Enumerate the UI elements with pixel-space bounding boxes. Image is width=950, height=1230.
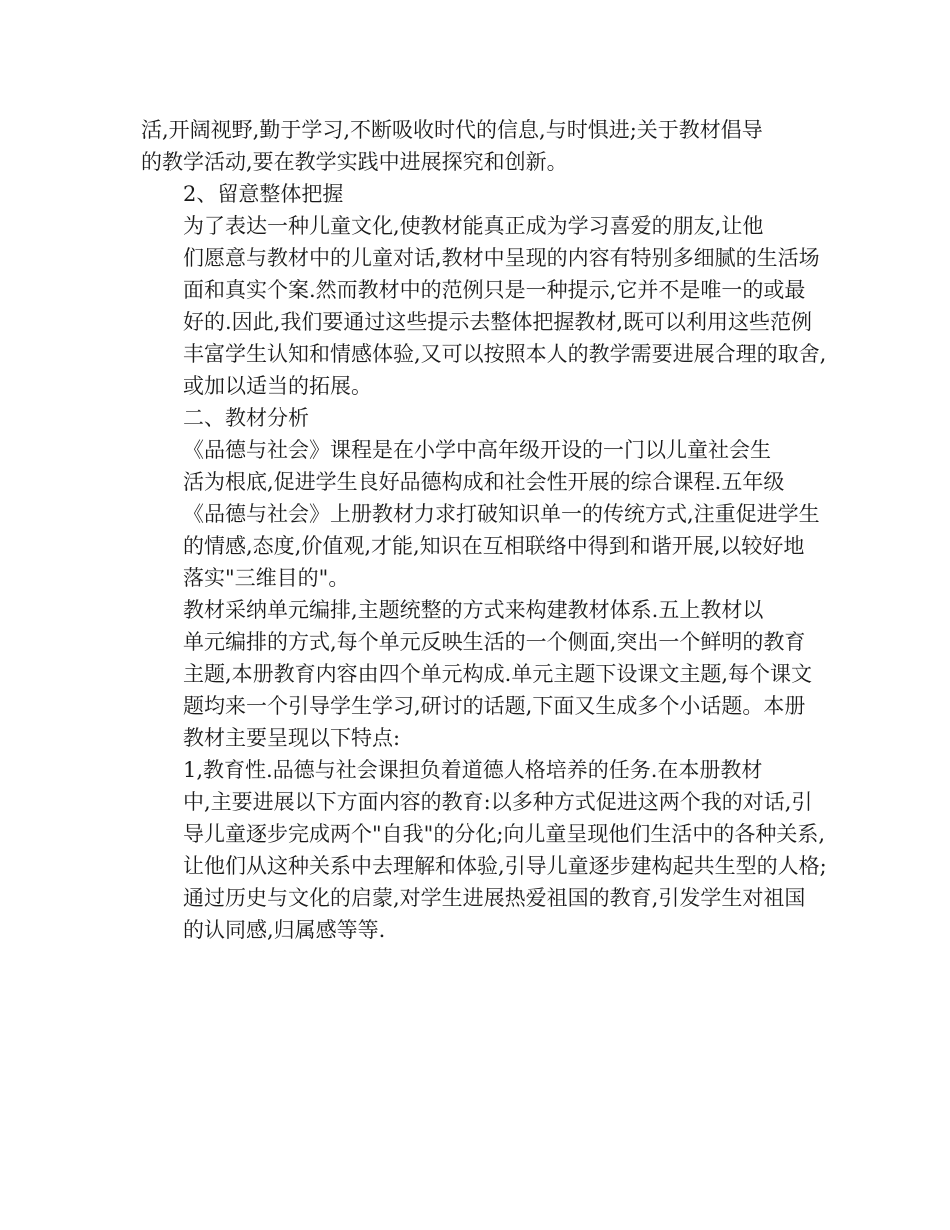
text-line: 题均来一个引导学生学习,研讨的话题,下面又生成多个小话题。本册 xyxy=(183,694,806,718)
text-line: 《品德与社会》上册教材力求打破知识单一的传统方式,注重促进学生 xyxy=(183,502,820,526)
text-line: 导儿童逐步完成两个"自我"的分化;向儿童呈现他们生活中的各种关系, xyxy=(183,822,826,846)
text-line: 丰富学生认知和情感体验,又可以按照本人的教学需要进展合理的取舍, xyxy=(183,342,827,366)
heading-text: 二、教材分析 xyxy=(183,406,309,430)
text-line: 1,教育性.品德与社会课担负着道德人格培养的任务.在本册教材 xyxy=(183,758,763,782)
text-line: 教材主要呈现以下特点: xyxy=(183,726,401,750)
section-heading-2 xyxy=(141,178,813,210)
text-line: 落实"三维目的"。 xyxy=(183,566,350,590)
text-line: 们愿意与教材中的儿童对话,教材中呈现的内容有特别多细腻的生活场 xyxy=(183,246,820,270)
text-line: 《品德与社会》课程是在小学中高年级开设的一门以儿童社会生 xyxy=(183,438,771,462)
text-line: 的教学活动,要在教学实践中进展探究和创新。 xyxy=(141,150,568,174)
paragraph-continuation xyxy=(141,114,813,178)
paragraph-course-intro xyxy=(141,434,820,594)
paragraph-educational-nature xyxy=(141,754,827,946)
text-line: 好的.因此,我们要通过这些提示去整体把握教材,既可以利用这些范例 xyxy=(183,310,813,334)
text-line: 的认同感,归属感等等. xyxy=(183,918,386,942)
text-line: 面和真实个案.然而教材中的范例只是一种提示,它并不是唯一的或最 xyxy=(183,278,806,302)
text-line: 为了表达一种儿童文化,使教材能真正成为学习喜爱的朋友,让他 xyxy=(183,214,764,238)
heading-text: 2、留意整体把握 xyxy=(183,182,344,206)
text-line: 让他们从这种关系中去理解和体验,引导儿童逐步建构起共生型的人格; xyxy=(183,854,827,878)
text-line: 活,开阔视野,勤于学习,不断吸收时代的信息,与时惧进;关于教材倡导 xyxy=(141,118,763,142)
text-line: 教材采纳单元编排,主题统整的方式来构建教材体系.五上教材以 xyxy=(183,598,764,622)
text-line: 主题,本册教育内容由四个单元构成.单元主题下设课文主题,每个课文 xyxy=(183,662,813,686)
section-heading-textbook-analysis xyxy=(141,402,813,434)
text-line: 单元编排的方式,每个单元反映生活的一个侧面,突出一个鲜明的教育 xyxy=(183,630,806,654)
paragraph-children-culture xyxy=(141,210,827,402)
text-line: 通过历史与文化的启蒙,对学生进展热爱祖国的教育,引发学生对祖国 xyxy=(183,886,806,910)
text-line: 或加以适当的拓展。 xyxy=(183,374,372,398)
text-line: 的情感,态度,价值观,才能,知识在互相联络中得到和谐开展,以较好地 xyxy=(183,534,805,558)
paragraph-unit-structure xyxy=(141,594,813,754)
text-line: 活为根底,促进学生良好品德构成和社会性开展的综合课程.五年级 xyxy=(183,470,785,494)
text-line: 中,主要进展以下方面内容的教育:以多种方式促进这两个我的对话,引 xyxy=(183,790,813,814)
document-page xyxy=(141,114,827,946)
